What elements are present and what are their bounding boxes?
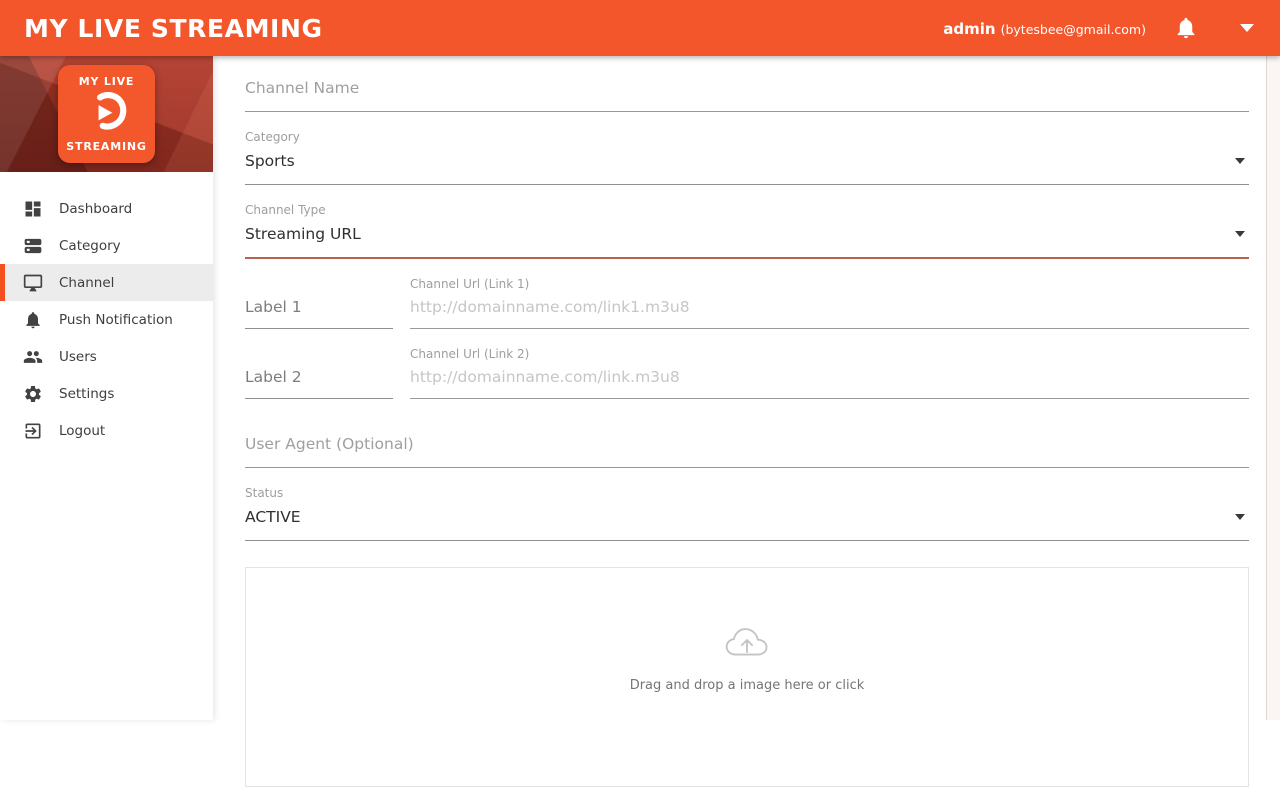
channel-type-label: Channel Type xyxy=(245,203,1249,218)
sidebar-item-label: Push Notification xyxy=(59,312,173,328)
users-icon xyxy=(23,347,43,367)
logo-text-bottom: STREAMING xyxy=(66,140,146,153)
url1-input[interactable] xyxy=(410,298,1249,329)
category-icon xyxy=(23,236,43,256)
sidebar-item-channel[interactable] xyxy=(0,264,213,301)
header-right xyxy=(943,16,1254,40)
gear-icon xyxy=(23,384,43,404)
status-label: Status xyxy=(245,486,1249,501)
sidebar-item-label: Dashboard xyxy=(59,201,132,217)
dropzone-text: Drag and drop a image here or click xyxy=(630,678,865,693)
status-select[interactable] xyxy=(245,486,1249,541)
sidebar-item-logout[interactable] xyxy=(0,412,213,449)
user-email: (bytesbee@gmail.com) xyxy=(1001,22,1146,37)
account-menu[interactable] xyxy=(943,19,1146,38)
vertical-scrollbar[interactable] xyxy=(1266,56,1280,720)
url2-label: Channel Url (Link 2) xyxy=(410,347,1249,362)
chevron-down-icon xyxy=(1235,231,1245,237)
sidebar-item-users[interactable] xyxy=(0,338,213,375)
image-dropzone[interactable] xyxy=(245,567,1249,787)
label2-field xyxy=(245,347,393,399)
sidebar-logo-block xyxy=(0,56,213,172)
sidebar xyxy=(0,56,213,720)
play-swoosh-icon xyxy=(84,89,130,139)
chevron-down-icon xyxy=(1235,158,1245,164)
sidebar-item-push-notification[interactable] xyxy=(0,301,213,338)
app-logo xyxy=(58,65,155,163)
cloud-upload-icon xyxy=(722,624,772,664)
link2-row xyxy=(245,347,1249,399)
app-title: MY LIVE STREAMING xyxy=(24,14,323,43)
bell-icon xyxy=(23,310,43,330)
dashboard-icon xyxy=(23,199,43,219)
sidebar-item-label: Channel xyxy=(59,275,114,291)
header-dropdown-caret-icon[interactable] xyxy=(1240,24,1254,32)
category-value: Sports xyxy=(245,152,1249,171)
logout-icon xyxy=(23,421,43,441)
notifications-bell-icon[interactable] xyxy=(1174,16,1198,40)
sidebar-item-category[interactable] xyxy=(0,227,213,264)
url1-label: Channel Url (Link 1) xyxy=(410,277,1249,292)
status-value: ACTIVE xyxy=(245,508,1249,527)
sidebar-nav xyxy=(0,172,213,449)
chevron-down-icon xyxy=(1235,514,1245,520)
label2-input[interactable] xyxy=(245,368,393,399)
username: admin xyxy=(943,20,995,38)
logo-text-top: MY LIVE xyxy=(79,75,134,88)
user-agent-input[interactable] xyxy=(245,427,1249,468)
label1-field xyxy=(245,277,393,329)
channel-name-row xyxy=(245,70,1249,112)
sidebar-item-label: Settings xyxy=(59,386,114,402)
sidebar-item-label: Logout xyxy=(59,423,105,439)
user-agent-row xyxy=(245,427,1249,468)
category-label: Category xyxy=(245,130,1249,145)
sidebar-item-label: Category xyxy=(59,238,121,254)
url2-input[interactable] xyxy=(410,368,1249,399)
channel-type-value: Streaming URL xyxy=(245,225,1249,244)
top-header xyxy=(0,0,1280,56)
link1-row xyxy=(245,277,1249,329)
channel-form xyxy=(213,56,1266,780)
url2-field xyxy=(410,347,1249,399)
url1-field xyxy=(410,277,1249,329)
monitor-icon xyxy=(23,273,43,293)
sidebar-item-settings[interactable] xyxy=(0,375,213,412)
label1-input[interactable] xyxy=(245,298,393,329)
channel-name-input[interactable] xyxy=(245,79,1249,97)
channel-type-select[interactable] xyxy=(245,203,1249,259)
sidebar-item-label: Users xyxy=(59,349,97,365)
sidebar-item-dashboard[interactable] xyxy=(0,190,213,227)
category-select[interactable] xyxy=(245,130,1249,185)
